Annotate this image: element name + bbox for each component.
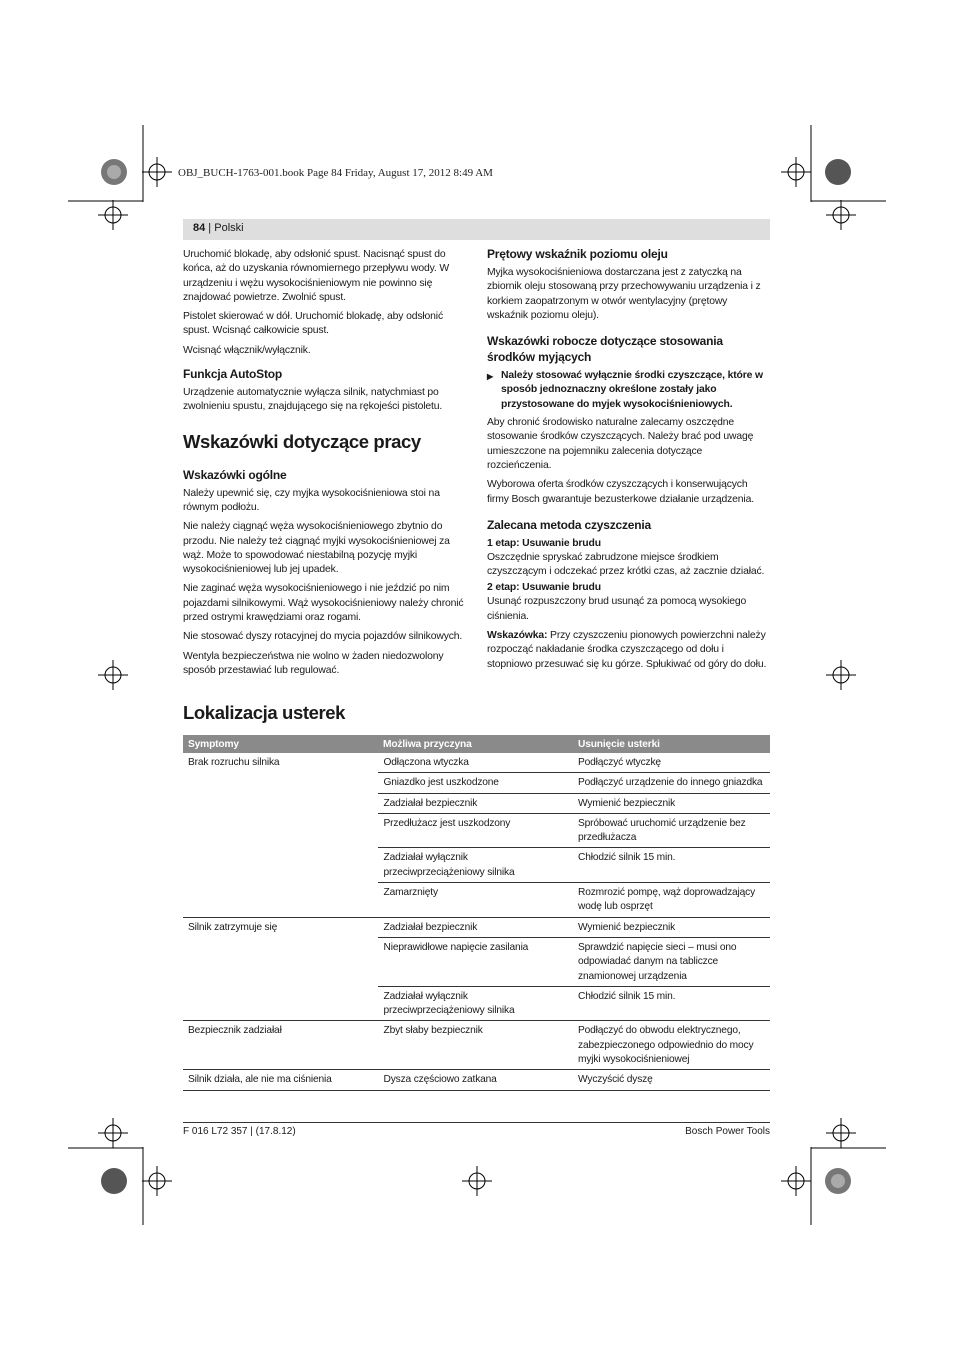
cause-cell: Zadziałał wyłącznik przeciwprzeciążeniowy silnika	[378, 986, 573, 1021]
table-header-cell: Usunięcie usterki	[573, 735, 770, 753]
cleaning-heading: Wskazówki robocze dotyczące stosowania środków myjących	[487, 334, 723, 365]
fix-cell: Podłączyć do obwodu elektrycznego, zabezpieczonego odpowiednio do mocy myjki wysokociśnieniowej	[573, 1021, 770, 1070]
fix-cell: Wyczyścić dyszę	[573, 1070, 770, 1090]
table-header-cell: Możliwa przyczyna	[378, 735, 573, 753]
table-row	[183, 753, 770, 773]
page-number: 84	[193, 222, 206, 234]
general-heading: Wskazówki ogólne	[183, 467, 287, 482]
intro-paragraph: Uruchomić blokadę, aby odsłonić spust. Nacisnąć spust do końca, aż do uzyskania równomiernego przepływu wody. W urządzeniu i wężu wysokociśnieniowym nie powinno się znajdować powietrze. Zwolnić spust.	[183, 249, 450, 303]
fix-cell: Rozmrozić pompę, wąż doprowadzający wodę lub osprzęt	[573, 883, 770, 918]
cause-cell: Nieprawidłowe napięcie zasilania	[378, 937, 573, 986]
table-body	[183, 753, 770, 1090]
step2-paragraph: Usunąć rozpuszczony brud usunąć za pomocą wysokiego ciśnienia.	[487, 596, 747, 622]
footer-code: F 016 L72 357 | (17.8.12)	[183, 1126, 296, 1137]
cause-cell: Zadziałał bezpiecznik	[378, 917, 573, 937]
file-header: OBJ_BUCH-1763-001.book Page 84 Friday, August 17, 2012 8:49 AM	[178, 167, 493, 179]
oil-heading: Prętowy wskaźnik poziomu oleju	[487, 247, 668, 261]
fix-cell: Chłodzić silnik 15 min.	[573, 986, 770, 1021]
cleaning-bullet-text: Należy stosować wyłącznie środki czyszczące, które w sposób jednoznaczny określone zostały jako przystosowane do myjek wysokociśnieniowych.	[501, 370, 763, 410]
cause-cell: Dysza częściowo zatkana	[378, 1070, 573, 1090]
step2-heading: 2 etap: Usuwanie brudu	[487, 582, 601, 594]
autostop-heading: Funkcja AutoStop	[183, 367, 283, 382]
cause-cell: Przedłużacz jest uszkodzony	[378, 813, 573, 848]
step1-paragraph: Oszczędnie spryskać zabrudzone miejsce środkiem czyszczącym i odczekać przez krótki czas, aż zacznie działać.	[487, 551, 765, 578]
cause-cell: Zbyt słaby bezpiecznik	[378, 1021, 573, 1070]
step1-heading: 1 etap: Usuwanie brudu	[487, 537, 601, 549]
general-paragraph: Nie zaginać węża wysokociśnieniowego i nie jeździć po nim pojazdami silnikowymi. Wąż wysokociśnieniowy należy chronić przed ostrymi krawędziami oraz rogami.	[183, 583, 464, 624]
cleaning-bullet	[487, 369, 769, 412]
triangle-bullet-icon: ▶	[487, 372, 494, 382]
page-number-section: 84 | Polski	[193, 222, 244, 234]
fix-cell: Spróbować uruchomić urządzenie bez przedłużacza	[573, 813, 770, 848]
fix-cell: Podłączyć urządzenie do innego gniazdka	[573, 773, 770, 793]
intro-paragraph: Wcisnąć włącznik/wyłącznik.	[183, 344, 311, 356]
fix-cell: Sprawdzić napięcie sieci – musi ono odpowiadać danym na tabliczce znamionowej urządzenia	[573, 937, 770, 986]
cleaning-paragraph: Aby chronić środowisko naturalne zalecamy oszczędne stosowanie środków czyszczących. Należy brać pod uwagę umieszczone na pojemniku zalecenia dotyczące rozcieńczenia.	[487, 417, 754, 471]
method-heading: Zalecana metoda czyszczenia	[487, 517, 652, 532]
troubleshooting-table	[183, 735, 770, 1091]
work-heading: Wskazówki dotyczące pracy	[183, 430, 421, 452]
cleaning-paragraph: Wyborowa oferta środków czyszczących i konserwujących firmy Bosch gwarantuje bezusterkowe działanie urządzenia.	[487, 479, 754, 505]
symptom-cell: Silnik działa, ale nie ma ciśnienia	[183, 1070, 378, 1090]
footer-rule	[183, 1122, 770, 1123]
fix-cell: Wymienić bezpiecznik	[573, 917, 770, 937]
cause-cell: Odłączona wtyczka	[378, 753, 573, 773]
symptom-cell: Brak rozruchu silnika	[183, 753, 378, 917]
autostop-paragraph: Urządzenie automatycznie wyłącza silnik, natychmiast po zwolnieniu spustu, znajdującego się na rękojeści pistoletu.	[183, 387, 443, 413]
note-text: Przy czyszczeniu pionowych powierzchni należy rozpocząć nakładanie środka czyszczącego od dołu i stopniowo przesuwać się ku górze. Spłukiwać od góry do dołu.	[487, 630, 767, 670]
cause-cell: Zamarznięty	[378, 883, 573, 918]
table-header-row	[183, 735, 770, 753]
general-paragraph: Należy upewnić się, czy myjka wysokociśnieniowa stoi na równym podłożu.	[183, 487, 440, 513]
troubleshooting-heading: Lokalizacja usterek	[183, 702, 346, 723]
table-row	[183, 1021, 770, 1070]
symptom-cell: Silnik zatrzymuje się	[183, 917, 378, 1021]
cause-cell: Zadziałał wyłącznik przeciwprzeciążeniowy silnika	[378, 848, 573, 883]
footer-brand: Bosch Power Tools	[685, 1126, 770, 1137]
note-paragraph	[487, 629, 769, 672]
fix-cell: Podłączyć wtyczkę	[573, 753, 770, 773]
cause-cell: Gniazdko jest uszkodzone	[378, 773, 573, 793]
general-paragraph: Nie stosować dyszy rotacyjnej do mycia pojazdów silnikowych.	[183, 631, 463, 643]
section-name: Polski	[214, 222, 244, 234]
intro-paragraph: Pistolet skierować w dół. Uruchomić blokadę, aby odsłonić spust. Wcisnąć całkowicie spust.	[183, 311, 443, 337]
general-paragraph: Wentyla bezpieczeństwa nie wolno w żaden niedozwolony sposób przestawiać lub regulować.	[183, 650, 444, 676]
left-column	[183, 248, 465, 683]
right-column	[487, 246, 769, 677]
oil-paragraph: Myjka wysokociśnieniowa dostarczana jest z zatyczką na zbiornik oleju stosowaną przy przechowywaniu urządzenia i z korkiem zaopatrzonym w otwór wentylacyjny (prętowy wskaźnik poziomu oleju).	[487, 267, 761, 321]
cause-cell: Zadziałał bezpiecznik	[378, 793, 573, 813]
fix-cell: Chłodzić silnik 15 min.	[573, 848, 770, 883]
table-row	[183, 917, 770, 937]
symptom-cell: Bezpiecznik zadziałał	[183, 1021, 378, 1070]
fix-cell: Wymienić bezpiecznik	[573, 793, 770, 813]
page-header-bar	[183, 219, 770, 240]
note-label: Wskazówka:	[487, 630, 548, 642]
table-row	[183, 1070, 770, 1090]
table-header-cell: Symptomy	[183, 735, 378, 753]
general-paragraph: Nie należy ciągnąć węża wysokociśnieniowego zbytnio do przodu. Nie należy też ciągnąć myjki wysokociśnieniowej za wąż. Może to spowodować niestabilną pozycję myjki wysokociśnieniowej lub jej upadek.	[183, 521, 450, 576]
